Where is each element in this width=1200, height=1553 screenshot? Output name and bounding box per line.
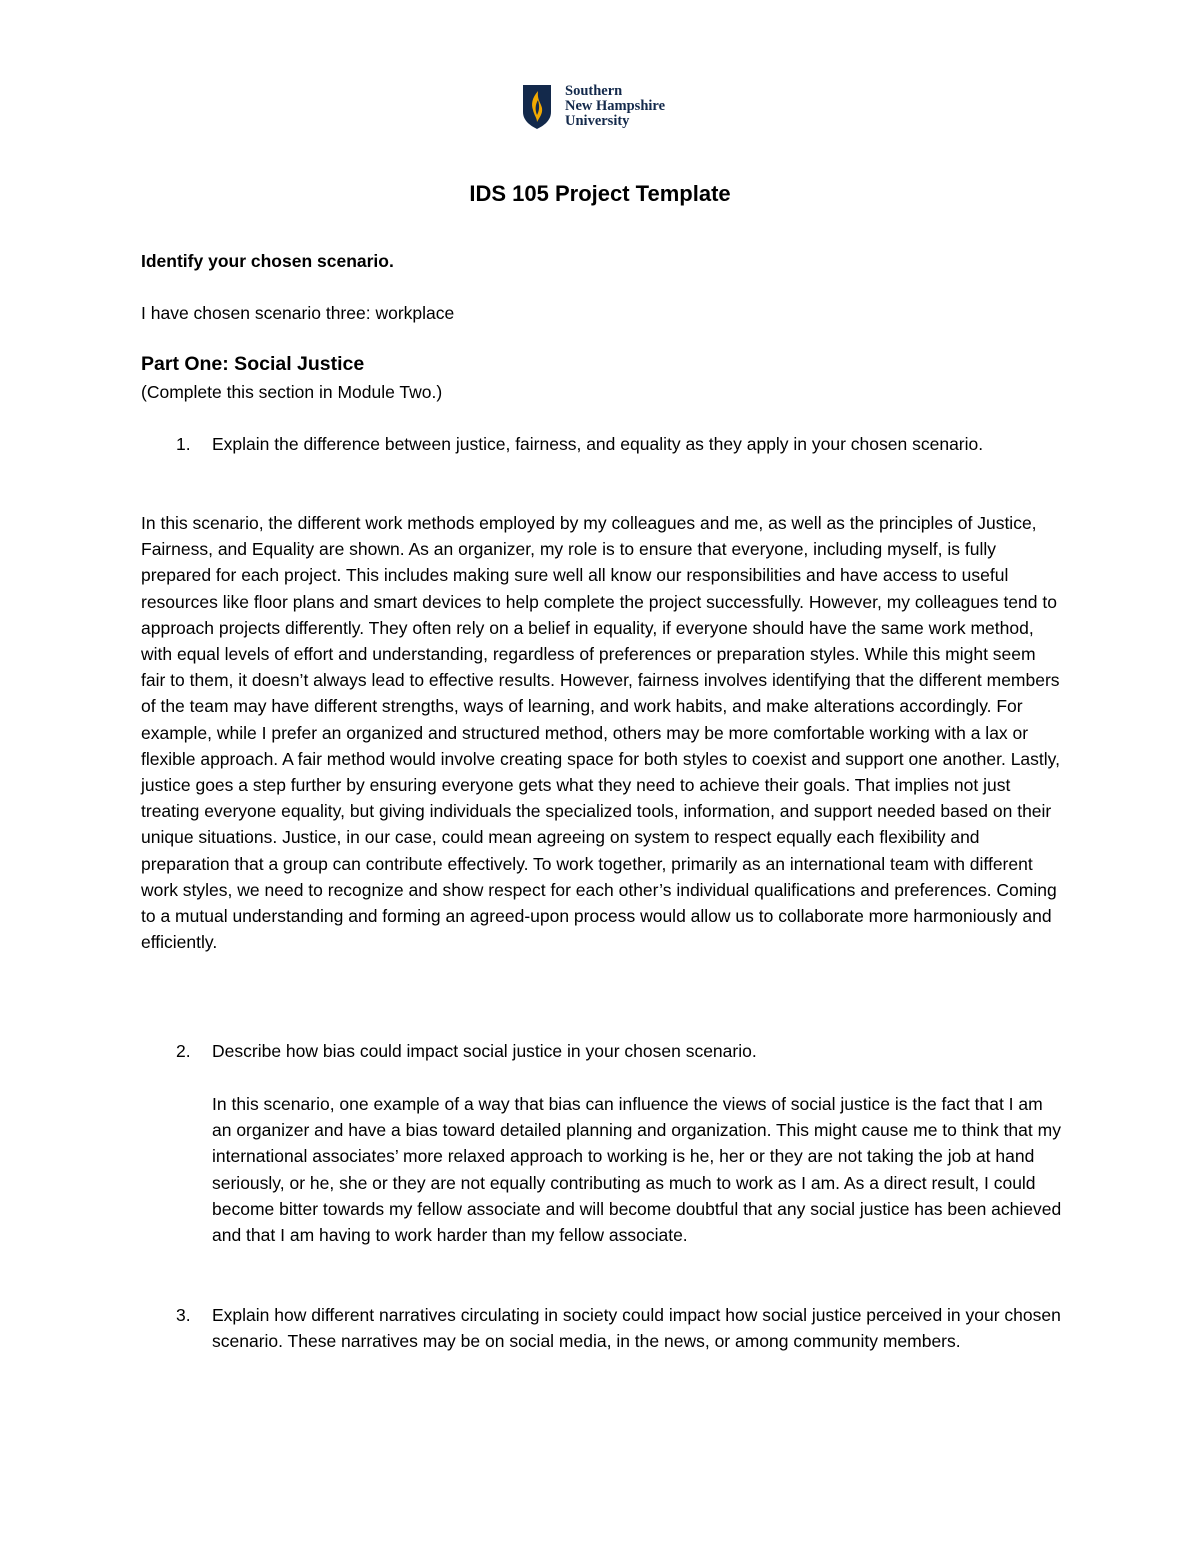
logo-line-3: University — [565, 113, 630, 129]
question-2 — [141, 1038, 1061, 1064]
scenario-answer: I have chosen scenario three: workplace — [141, 303, 455, 323]
document-title: IDS 105 Project Template — [469, 180, 731, 206]
question-3-number: 3. — [176, 1305, 191, 1325]
scenario-heading: Identify your chosen scenario. — [141, 251, 394, 271]
part-one-note: (Complete this section in Module Two.) — [141, 382, 443, 402]
question-1-text: Explain the difference between justice, fairness, and equality as they apply in your chosen scenario. — [212, 434, 984, 454]
question-3 — [141, 1302, 1061, 1354]
university-logo — [522, 84, 692, 134]
part-one-heading: Part One: Social Justice — [141, 353, 365, 375]
question-2-answer: In this scenario, one example of a way that bias can influence the views of social justice is the fact that I am an organizer and have a bias toward detailed planning and organization. This might cause me to think that my international associates’ more relaxed approach to working is he, her or they are not taking the job at hand seriously, or he, she or they are not equally contributing as much to work as I am. As a direct result, I could become bitter towards my fellow associate and will become doubtful that any social justice has been achieved and that I am having to work harder than my fellow associate. — [212, 1094, 1062, 1246]
question-1-number: 1. — [176, 434, 191, 454]
logo-line-2: New Hampshire — [565, 98, 666, 114]
shield-flame-icon — [522, 84, 552, 130]
question-2-text: Describe how bias could impact social justice in your chosen scenario. — [212, 1041, 757, 1061]
question-1 — [141, 431, 1061, 457]
question-1-answer: In this scenario, the different work methods employed by my colleagues and me, as well as the principles of Justice, Fairness, and Equality are shown. As an organizer, my role is to ensure that everyone, including myself, is fully prepared for each project. This includes making sure well all know our responsibilities and have access to useful resources like floor plans and smart devices to help complete the project successfully. However, my colleagues tend to approach projects differently. They often rely on a belief in equality, if everyone should have the same work method, with equal levels of effort and understanding, regardless of preferences or preparation styles. While this might seem fair to them, it doesn’t always lead to effective results. However, fairness involves identifying that the different members of the team may have different strengths, ways of learning, and work habits, and make alterations accordingly. For example, while I prefer an organized and structured method, others may be more comfortable working with a lax or flexible approach. A fair method would involve creating space for both styles to coexist and support one another. Lastly, justice goes a step further by ensuring everyone gets what they need to achieve their goals. That implies not just treating everyone equality, but giving individuals the specialized tools, information, and support needed based on their unique situations. Justice, in our case, could mean agreeing on system to respect equally each flexibility and preparation that a group can contribute effectively. To work together, primarily as an international team with different work styles, we need to recognize and show respect for each other’s individual qualifications and preferences. Coming to a mutual understanding and forming an agreed-upon process would allow us to collaborate more harmoniously and efficiently. — [141, 513, 1060, 953]
question-2-number: 2. — [176, 1041, 191, 1061]
logo-line-1: Southern — [565, 83, 623, 99]
question-3-text: Explain how different narratives circulating in society could impact how social justice perceived in your chosen scenario. These narratives may be on social media, in the news, or among community members. — [212, 1305, 1061, 1352]
